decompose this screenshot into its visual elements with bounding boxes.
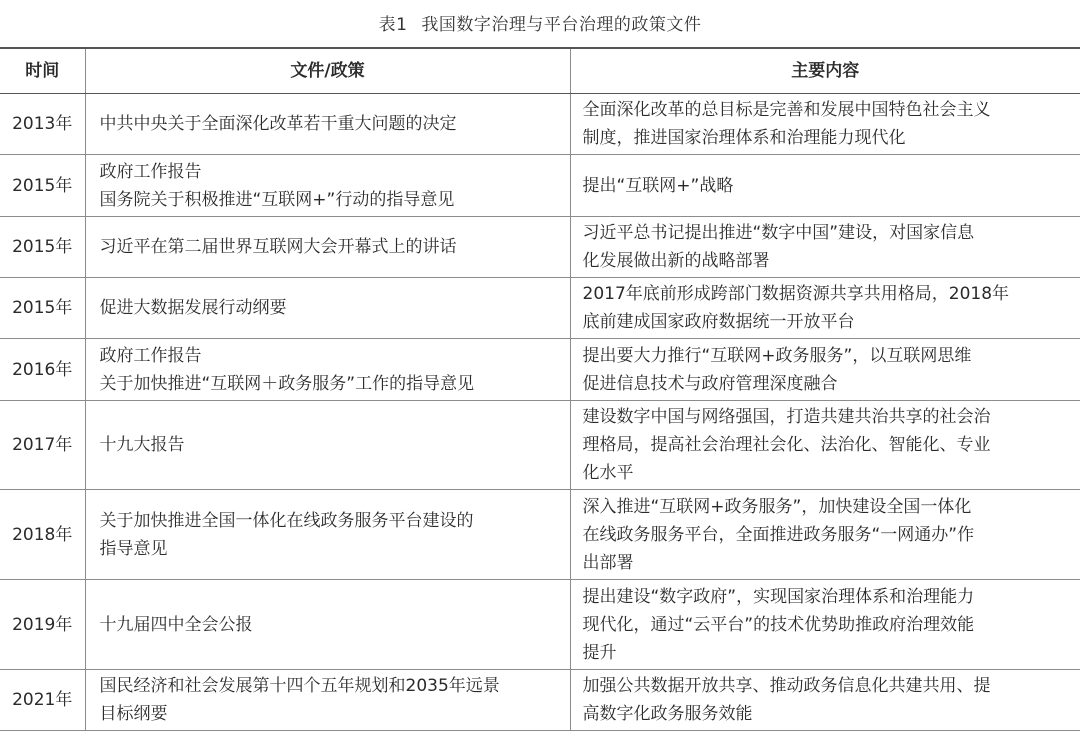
- content-line: 化发展做出新的战略部署: [582, 251, 770, 271]
- content-line: 提出建设“数字政府”，实现国家治理体系和治理能力: [582, 586, 975, 607]
- content-line: 理格局，提高社会治理社会化、法治化、智能化、专业: [582, 435, 991, 455]
- policy-table: [0, 47, 1080, 731]
- table-row: [0, 490, 1080, 580]
- cell-content: [570, 278, 1080, 339]
- content-line: 提升: [582, 642, 617, 663]
- cell-document: [85, 155, 570, 217]
- table-row: [0, 278, 1080, 339]
- content-line: 建设数字中国与网络强国，打造共建共治共享的社会治: [582, 407, 991, 427]
- cell-year: 2017年: [0, 401, 85, 490]
- document-line: 指导意见: [99, 538, 168, 559]
- cell-year: 2015年: [0, 278, 85, 339]
- table-row: [0, 670, 1080, 731]
- cell-document: [85, 339, 570, 401]
- document-line: 关于加快推进“互联网＋政务服务”工作的指导意见: [99, 373, 475, 394]
- document-line: 政府工作报告: [99, 161, 202, 182]
- content-line: 习近平总书记提出推进“数字中国”建设，对国家信息: [582, 223, 975, 243]
- cell-content: [570, 94, 1080, 155]
- cell-content: [570, 401, 1080, 490]
- header-content: 主要内容: [570, 48, 1080, 94]
- document-line: 促进大数据发展行动纲要: [99, 298, 287, 318]
- cell-content: [570, 580, 1080, 670]
- cell-content: [570, 155, 1080, 217]
- cell-year: 2019年: [0, 580, 85, 670]
- document-line: 十九大报告: [99, 435, 185, 455]
- content-line: 高数字化政务服务效能: [582, 704, 753, 724]
- header-document: 文件/政策: [85, 48, 570, 94]
- cell-document: [85, 278, 570, 339]
- table-row: [0, 94, 1080, 155]
- content-line: 加强公共数据开放共享、推动政务信息化共建共用、提: [582, 676, 991, 696]
- table-header-row: [0, 48, 1080, 94]
- document-line: 十九届四中全会公报: [99, 614, 253, 635]
- content-line: 深入推进“互联网+政务服务”，加快建设全国一体化: [582, 496, 972, 517]
- content-line: 2017年底前形成跨部门数据资源共享共用格局，2018年: [582, 284, 1010, 304]
- cell-year: 2016年: [0, 339, 85, 401]
- content-line: 出部署: [582, 552, 634, 573]
- content-line: 提出要大力推行“互联网+政务服务”，以互联网思维: [582, 345, 972, 366]
- table-title: 我国数字治理与平台治理的政策文件: [421, 14, 702, 35]
- cell-year: 2018年: [0, 490, 85, 580]
- table-row: [0, 580, 1080, 670]
- cell-content: [570, 490, 1080, 580]
- document-line: 国务院关于积极推进“互联网+”行动的指导意见: [99, 189, 455, 210]
- content-line: 在线政务服务平台，全面推进政务服务“一网通办”作: [582, 524, 975, 545]
- table-body: [0, 94, 1080, 731]
- cell-content: [570, 217, 1080, 278]
- document-line: 中共中央关于全面深化改革若干重大问题的决定: [99, 114, 457, 134]
- cell-year: 2015年: [0, 155, 85, 217]
- table-row: [0, 339, 1080, 401]
- table-caption: [0, 0, 1080, 44]
- cell-year: 2015年: [0, 217, 85, 278]
- content-line: 全面深化改革的总目标是完善和发展中国特色社会主义: [582, 100, 991, 120]
- content-line: 制度，推进国家治理体系和治理能力现代化: [582, 128, 906, 148]
- document-line: 关于加快推进全国一体化在线政务服务平台建设的: [99, 510, 474, 531]
- table-row: [0, 401, 1080, 490]
- table-number: 表1: [378, 14, 408, 35]
- table-row: [0, 217, 1080, 278]
- content-line: 促进信息技术与政府管理深度融合: [582, 373, 838, 394]
- cell-year: 2021年: [0, 670, 85, 731]
- content-line: 提出“互联网+”战略: [582, 175, 734, 196]
- document-line: 目标纲要: [99, 704, 168, 724]
- document-line: 政府工作报告: [99, 345, 202, 366]
- content-line: 底前建成国家政府数据统一开放平台: [582, 312, 855, 332]
- cell-document: [85, 670, 570, 731]
- table-row: [0, 155, 1080, 217]
- header-time: 时间: [0, 48, 85, 94]
- cell-content: [570, 339, 1080, 401]
- cell-document: [85, 580, 570, 670]
- content-line: 现代化，通过“云平台”的技术优势助推政府治理效能: [582, 614, 975, 635]
- cell-document: [85, 217, 570, 278]
- cell-document: [85, 401, 570, 490]
- document-line: 习近平在第二届世界互联网大会开幕式上的讲话: [99, 237, 457, 257]
- document-line: 国民经济和社会发展第十四个五年规划和2035年远景: [99, 676, 500, 696]
- cell-document: [85, 490, 570, 580]
- content-line: 化水平: [582, 463, 634, 483]
- cell-year: 2013年: [0, 94, 85, 155]
- cell-document: [85, 94, 570, 155]
- cell-content: [570, 670, 1080, 731]
